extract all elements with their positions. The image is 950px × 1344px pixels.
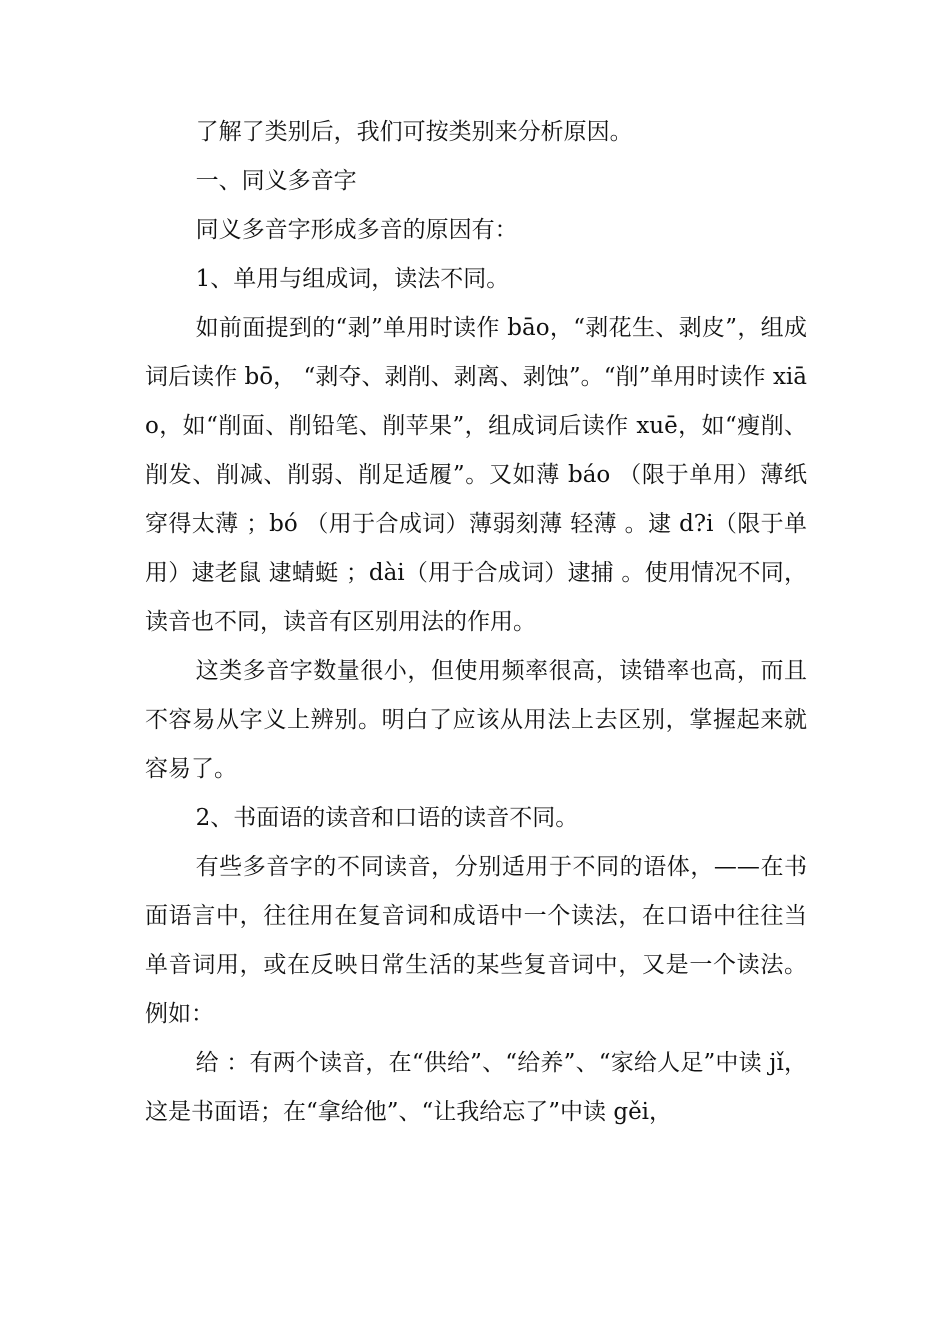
paragraph-examples: 如前面提到的“剥”单用时读作 bāo，“剥花生、剥皮”，组成词后读作 bō， “剥夺、剥削、剥离、剥蚀”。“削”单用时读作 xiāo，如“削面、削铅笔、削苹果”，组成词后读作 xuē，如“瘦削、削发、削减、削弱、削足适履”。又如薄 báo （限于单用）薄纸 穿得太薄 ；bó （用于合成词）薄弱刻薄 轻薄 。逮 d?i（限于单用）逮老鼠 逮蜻蜓 ；dài（用于合成词）逮捕 。使用情况不同，读音也不同，读音有区别用法的作用。 [145, 315, 807, 635]
paragraph-register: 有些多音字的不同读音，分别适用于不同的语体，——在书面语言中，往往用在复音词和成语中一个读法，在口语中往往当单音词用，或在反映日常生活的某些复音词中，又是一个读法。例如： [145, 854, 807, 1027]
subheading-2: 2、书面语的读音和口语的读音不同。 [195, 805, 579, 831]
section-heading: 一、同义多音字 [195, 168, 357, 194]
paragraph-reasons-lead: 同义多音字形成多音的原因有： [195, 217, 518, 243]
paragraph-gei-example: 给 ：有两个读音，在“供给”、“给养”、“家给人足”中读 jǐ，这是书面语；在“拿给他”、“让我给忘了”中读 gěi， [145, 1050, 807, 1125]
document-body [145, 108, 807, 1137]
paragraph-intro: 了解了类别后，我们可按类别来分析原因。 [195, 119, 633, 145]
paragraph-frequency: 这类多音字数量很小，但使用频率很高，读错率也高，而且不容易从字义上辨别。明白了应该从用法上去区别，掌握起来就容易了。 [145, 658, 807, 782]
subheading-1: 1、单用与组成词，读法不同。 [195, 266, 510, 292]
